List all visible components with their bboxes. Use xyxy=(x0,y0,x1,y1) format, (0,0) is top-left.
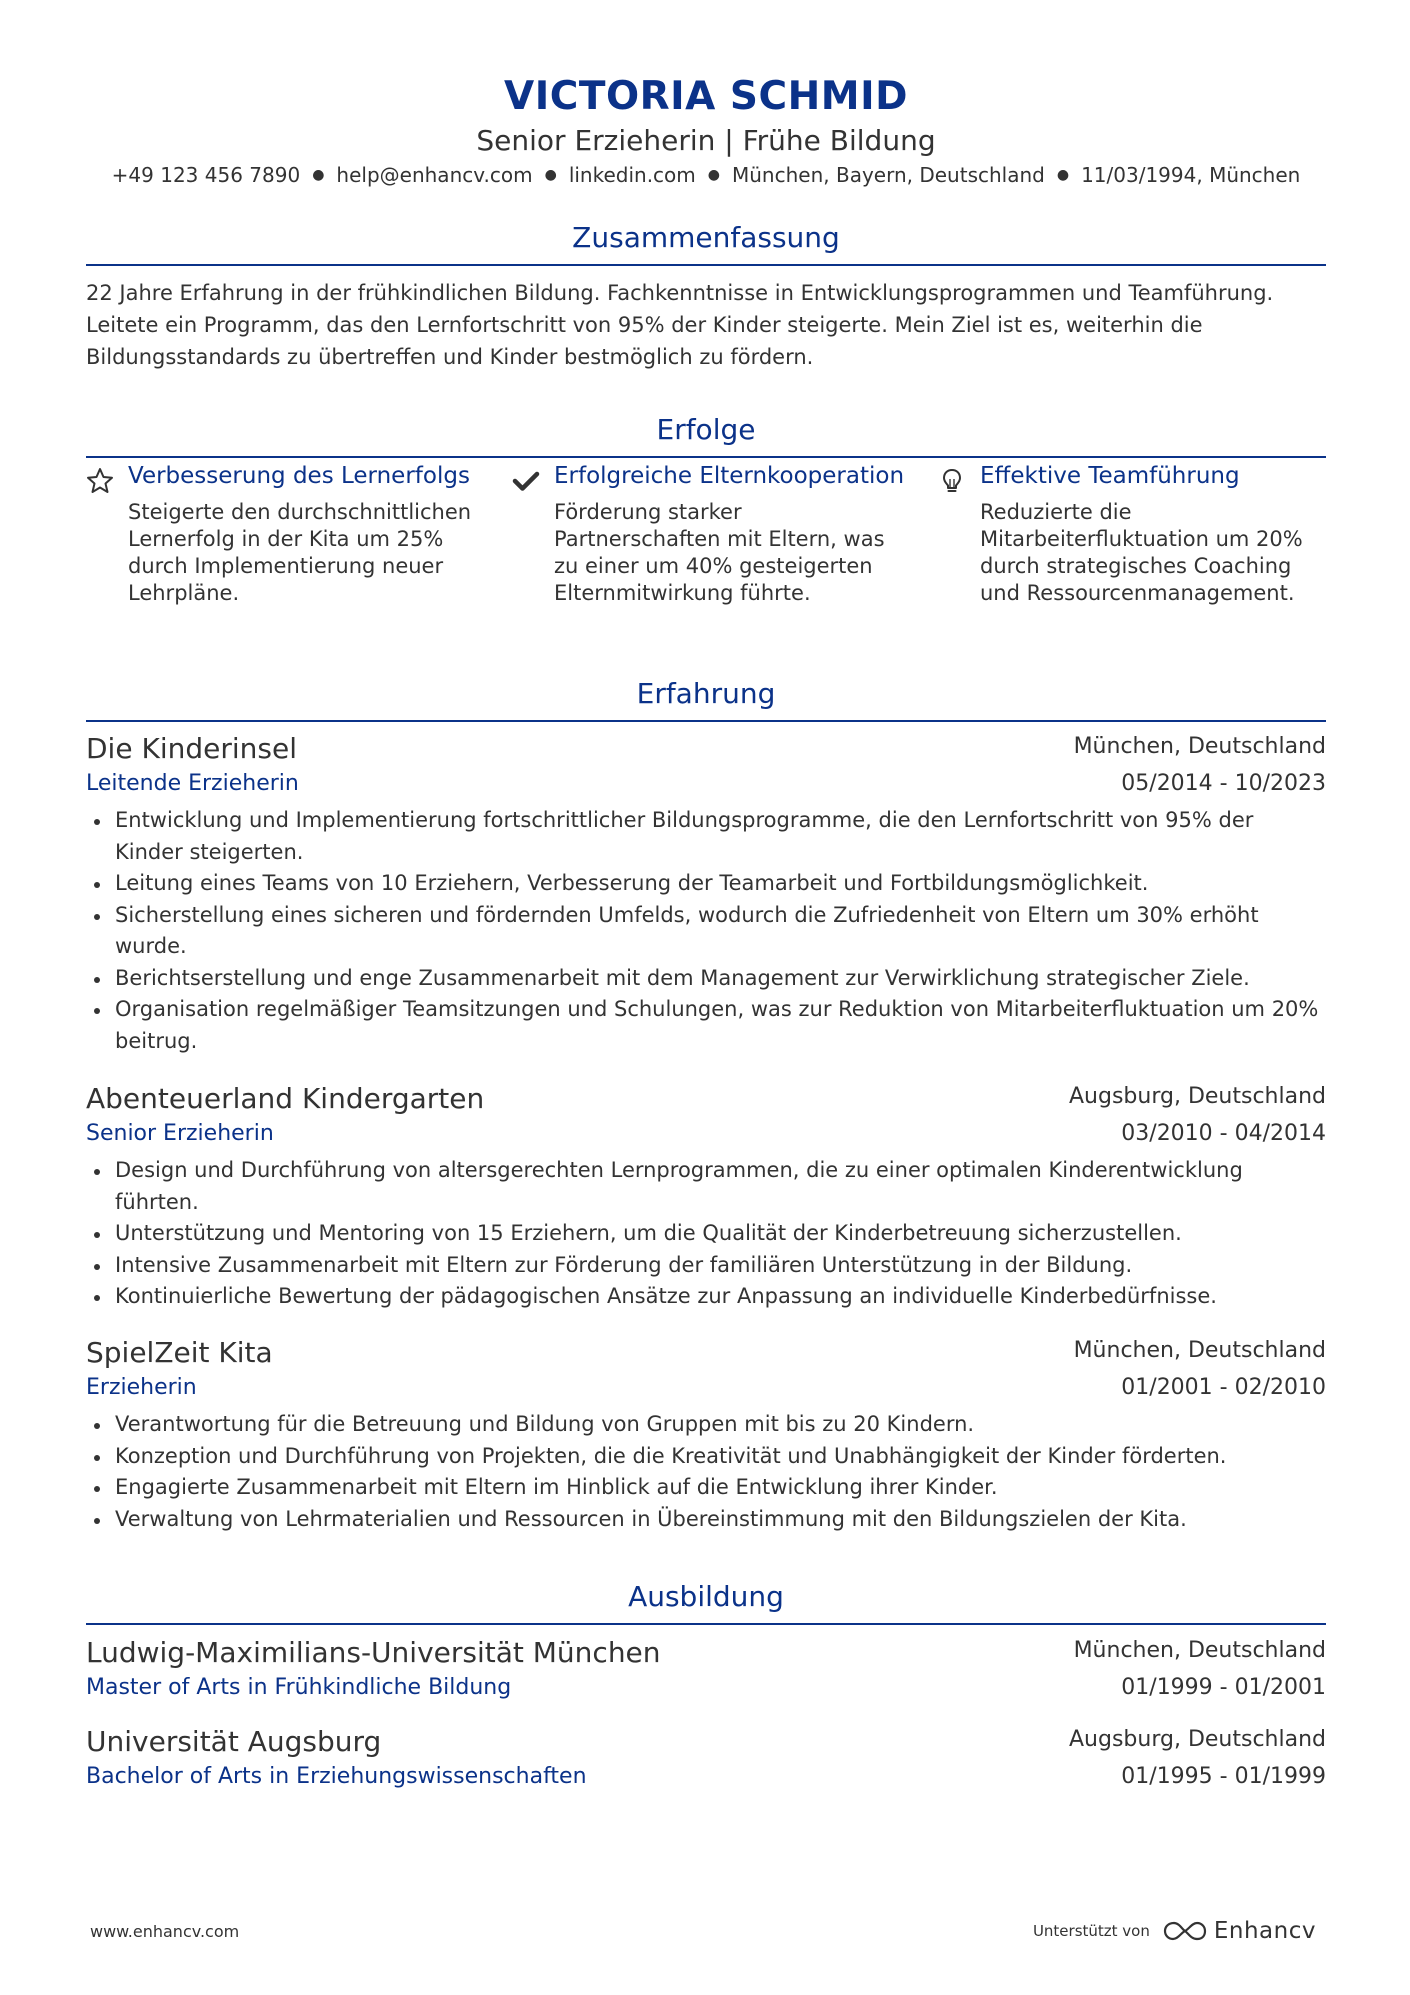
degree: Master of Arts in Frühkindliche Bildung xyxy=(86,1675,512,1700)
job-bullets xyxy=(86,1155,1326,1313)
company-name: SpielZeit Kita xyxy=(86,1336,273,1369)
school-location: Augsburg, Deutschland xyxy=(1069,1727,1326,1752)
achievement-description: Reduzierte die Mitarbeiterfluktuation um 20% durch strategisches Coaching und Ressourcenmanagement. xyxy=(980,500,1303,605)
achievement-description: Förderung starker Partnerschaften mit Eltern, was zu einer um 40% gesteigerten Elternmitwirkung führte. xyxy=(554,500,885,605)
resume-page xyxy=(86,0,1326,1995)
birth-info: 11/03/1994, München xyxy=(1081,163,1301,187)
job-role: Leitende Erzieherin xyxy=(86,771,299,796)
separator-dot: ● xyxy=(1056,166,1070,183)
job-location: München, Deutschland xyxy=(1073,734,1326,759)
bullet-item: Sicherstellung eines sicheren und fördernden Umfelds, wodurch die Zufriedenheit von Eltern um 30% erhöht wurde. xyxy=(86,900,1326,963)
bullet-item: Berichtserstellung und enge Zusammenarbeit mit dem Management zur Verwirklichung strategischer Ziele. xyxy=(86,963,1326,995)
job-dates: 03/2010 - 04/2014 xyxy=(1121,1121,1326,1146)
phone: +49 123 456 7890 xyxy=(111,163,301,187)
company-name: Abenteuerland Kindergarten xyxy=(86,1082,485,1115)
linkedin-link[interactable]: linkedin.com xyxy=(568,163,696,187)
address: München, Bayern, Deutschland xyxy=(732,163,1045,187)
section-divider xyxy=(86,264,1326,266)
degree: Bachelor of Arts in Erziehungswissenschaften xyxy=(86,1764,587,1789)
achievement-description: Steigerte den durchschnittlichen Lernerfolg in der Kita um 25% durch Implementierung neuer Lehrpläne. xyxy=(128,500,472,605)
powered-by-label: Unterstützt von xyxy=(1032,1922,1150,1940)
section-divider xyxy=(86,456,1326,458)
bullet-item: Verwaltung von Lehrmaterialien und Ressourcen in Übereinstimmung mit den Bildungszielen der Kita. xyxy=(86,1504,1326,1536)
candidate-name: VICTORIA SCHMID xyxy=(504,74,908,119)
achievement-title: Effektive Teamführung xyxy=(980,463,1240,489)
job-location: Augsburg, Deutschland xyxy=(1069,1084,1326,1109)
job-role: Erzieherin xyxy=(86,1375,197,1400)
experience-heading: Erfahrung xyxy=(636,677,776,710)
education-dates: 01/1995 - 01/1999 xyxy=(1121,1764,1326,1789)
achievements-heading: Erfolge xyxy=(656,413,756,446)
company-name: Die Kinderinsel xyxy=(86,732,297,765)
education-dates: 01/1999 - 01/2001 xyxy=(1121,1675,1326,1700)
check-icon xyxy=(512,467,540,495)
job-dates: 01/2001 - 02/2010 xyxy=(1121,1375,1326,1400)
separator-dot: ● xyxy=(707,166,720,183)
lightbulb-icon xyxy=(938,467,966,495)
bullet-item: Intensive Zusammenarbeit mit Eltern zur Förderung der familiären Unterstützung in der Bildung. xyxy=(86,1250,1326,1282)
job-location: München, Deutschland xyxy=(1073,1338,1326,1363)
bullet-item: Engagierte Zusammenarbeit mit Eltern im Hinblick auf die Entwicklung ihrer Kinder. xyxy=(86,1472,1326,1504)
school-location: München, Deutschland xyxy=(1073,1638,1326,1663)
section-divider xyxy=(86,1623,1326,1625)
email-link[interactable]: help@enhancv.com xyxy=(336,163,533,187)
bullet-item: Kontinuierliche Bewertung der pädagogischen Ansätze zur Anpassung an individuelle Kinderbedürfnisse. xyxy=(86,1281,1326,1313)
job-role: Senior Erzieherin xyxy=(86,1121,274,1146)
section-divider xyxy=(86,720,1326,722)
separator-dot: ● xyxy=(312,166,325,183)
summary-text: 22 Jahre Erfahrung in der frühkindlichen Bildung. Fachkenntnisse in Entwicklungsprogrammen und Teamführung. Leitete ein Programm, das den Lernfortschritt von 95% der Kinder steigerte. Mein Ziel ist es, weiterhin die Bildungsstandards zu übertreffen und Kinder bestmöglich zu fördern. xyxy=(86,281,1274,369)
footer-branding xyxy=(1033,1916,1316,1946)
bullet-item: Design und Durchführung von altersgerechten Lernprogrammen, die zu einer optimalen Kinderentwicklung führten. xyxy=(86,1155,1326,1218)
summary-heading: Zusammenfassung xyxy=(572,221,840,254)
bullet-item: Verantwortung für die Betreuung und Bildung von Gruppen mit bis zu 20 Kindern. xyxy=(86,1409,1326,1441)
achievement-title: Verbesserung des Lernerfolgs xyxy=(128,463,470,489)
bullet-item: Unterstützung und Mentoring von 15 Erziehern, um die Qualität der Kinderbetreuung sicherzustellen. xyxy=(86,1218,1326,1250)
job-dates: 05/2014 - 10/2023 xyxy=(1121,771,1326,796)
school-name: Universität Augsburg xyxy=(86,1725,382,1758)
bullet-item: Leitung eines Teams von 10 Erziehern, Verbesserung der Teamarbeit und Fortbildungsmöglichkeit. xyxy=(86,868,1326,900)
contact-line xyxy=(86,163,1326,187)
candidate-title: Senior Erzieherin | Frühe Bildung xyxy=(476,124,936,157)
bullet-item: Entwicklung und Implementierung fortschrittlicher Bildungsprogramme, die den Lernfortschritt von 95% der Kinder steigerten. xyxy=(86,805,1326,868)
star-icon xyxy=(86,467,114,495)
job-bullets xyxy=(86,1409,1326,1535)
education-heading: Ausbildung xyxy=(628,1580,784,1613)
separator-dot: ● xyxy=(544,166,557,183)
bullet-item: Organisation regelmäßiger Teamsitzungen und Schulungen, was zur Reduktion von Mitarbeiterfluktuation um 20% beitrug. xyxy=(86,994,1326,1057)
enhancv-logo-icon xyxy=(1162,1919,1208,1943)
job-bullets xyxy=(86,805,1326,1057)
footer-website[interactable]: www.enhancv.com xyxy=(90,1922,240,1941)
bullet-item: Konzeption und Durchführung von Projekten, die die Kreativität und Unabhängigkeit der Kinder förderten. xyxy=(86,1441,1326,1473)
school-name: Ludwig-Maximilians-Universität München xyxy=(86,1636,661,1669)
achievement-title: Erfolgreiche Elternkooperation xyxy=(554,463,905,489)
brand-name: Enhancv xyxy=(1213,1918,1316,1944)
